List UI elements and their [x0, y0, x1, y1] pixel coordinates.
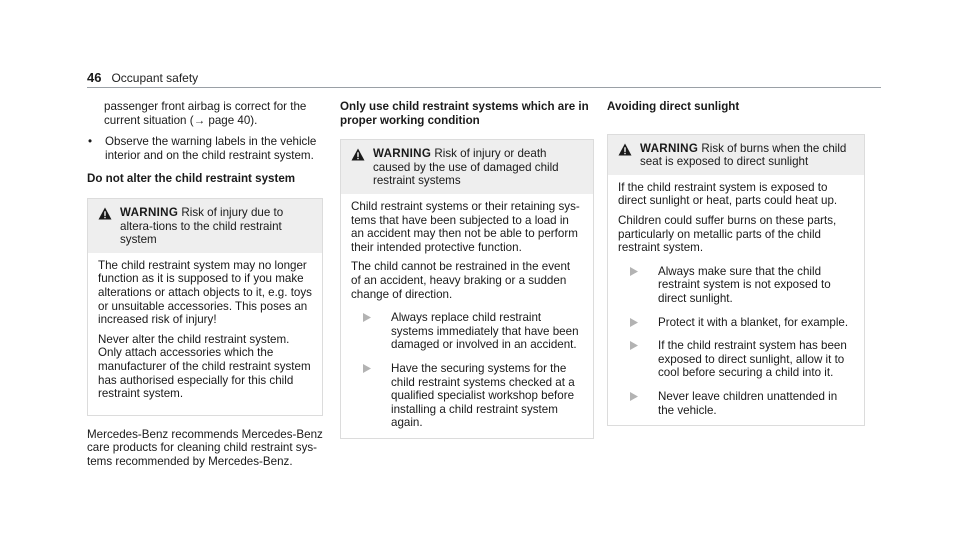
step-text: Have the securing systems for the child restraint systems checked at a qualified specialist workshop before installing a child restraint system again.	[391, 361, 575, 430]
step-text: Always make sure that the child restraint system is not exposed to direct sunlight.	[658, 264, 831, 305]
action-step	[618, 265, 854, 306]
warning-label: WARNING	[373, 147, 432, 161]
header-divider	[87, 87, 881, 88]
warning-box	[340, 139, 594, 439]
step-arrow-icon	[618, 390, 652, 417]
warning-paragraph: Children could suffer burns on these parts, particularly on metallic parts of the child restraint system.	[618, 213, 837, 255]
step-text: Protect it with a blanket, for example.	[658, 315, 849, 329]
intro-continuation: passenger front airbag is correct for the current situation (→ page 40).	[104, 100, 307, 127]
warning-body	[608, 175, 864, 425]
step-text: Always replace child restraint systems immediately that have been damaged or involved in an accident.	[391, 311, 579, 352]
section-heading: Only use child restraint systems which are in proper working condition	[340, 100, 589, 127]
section-heading: Do not alter the child restraint system	[87, 172, 296, 186]
warning-heading	[120, 206, 314, 247]
step-arrow-icon	[618, 316, 652, 330]
section-title: Occupant safety	[111, 71, 199, 85]
action-step	[618, 390, 854, 417]
warning-body	[341, 194, 593, 438]
warning-header	[608, 135, 864, 175]
warning-heading	[373, 147, 585, 188]
warning-label: WARNING	[120, 205, 179, 219]
warning-paragraph: Child restraint systems or their retaining sys-tems that have been subjected to a load in an accident may then not be able to perform their intended protective function.	[351, 199, 580, 254]
bullet-text: Observe the warning labels in the vehicle interior and on the child restraint system.	[105, 135, 317, 162]
action-step	[618, 339, 854, 380]
warning-paragraph: Never alter the child restraint system. Only attach accessories which the manufacturer of the child restraint system has authorised especially for this child restraint system.	[98, 332, 311, 401]
section-heading: Avoiding direct sunlight	[607, 100, 740, 113]
page-number: 46	[87, 70, 102, 85]
warning-label: WARNING	[640, 141, 699, 155]
bullet-dot-icon: •	[88, 135, 93, 149]
warning-body	[88, 253, 322, 415]
column-right	[607, 100, 865, 438]
footer-paragraph: Mercedes-Benz recommends Mercedes-Benz care products for cleaning child restraint sys-tems recommended by Mercedes-Benz.	[87, 427, 323, 468]
bullet-item	[87, 135, 323, 162]
warning-box	[87, 198, 323, 416]
page-header	[87, 70, 198, 85]
column-left	[87, 100, 323, 476]
column-middle	[340, 100, 594, 451]
warning-triangle-icon	[98, 206, 120, 247]
action-step	[351, 362, 583, 430]
step-text: Never leave children unattended in the vehicle.	[658, 389, 838, 417]
step-arrow-icon	[618, 339, 652, 380]
warning-header	[341, 140, 593, 194]
warning-paragraph: The child cannot be restrained in the event of an accident, heavy braking or a sudden change of direction.	[351, 260, 571, 301]
step-arrow-icon	[618, 265, 652, 306]
warning-text: Risk of injury or death caused by the use of damaged child restraint systems	[373, 147, 559, 188]
step-text: If the child restraint system has been exposed to direct sunlight, allow it to cool before securing a child into it.	[658, 339, 847, 380]
warning-box	[607, 134, 865, 427]
warning-heading	[640, 142, 856, 169]
action-step	[351, 311, 583, 352]
warning-paragraph: The child restraint system may no longer function as it is supposed to if you make alterations or attach objects to it, e.g. toys or unsuitable accessories. This poses an increased risk of injury!	[98, 258, 312, 327]
warning-paragraph: If the child restraint system is exposed to direct sunlight or heat, parts could heat up.	[618, 180, 838, 208]
warning-triangle-icon	[618, 142, 640, 169]
warning-triangle-icon	[351, 147, 373, 188]
warning-header	[88, 199, 322, 253]
warning-text: Risk of burns when the child seat is exposed to direct sunlight	[640, 141, 847, 169]
action-step	[618, 316, 854, 330]
warning-text: Risk of injury due to altera-tions to the child restraint system	[120, 205, 284, 247]
step-arrow-icon	[351, 362, 385, 430]
step-arrow-icon	[351, 311, 385, 352]
